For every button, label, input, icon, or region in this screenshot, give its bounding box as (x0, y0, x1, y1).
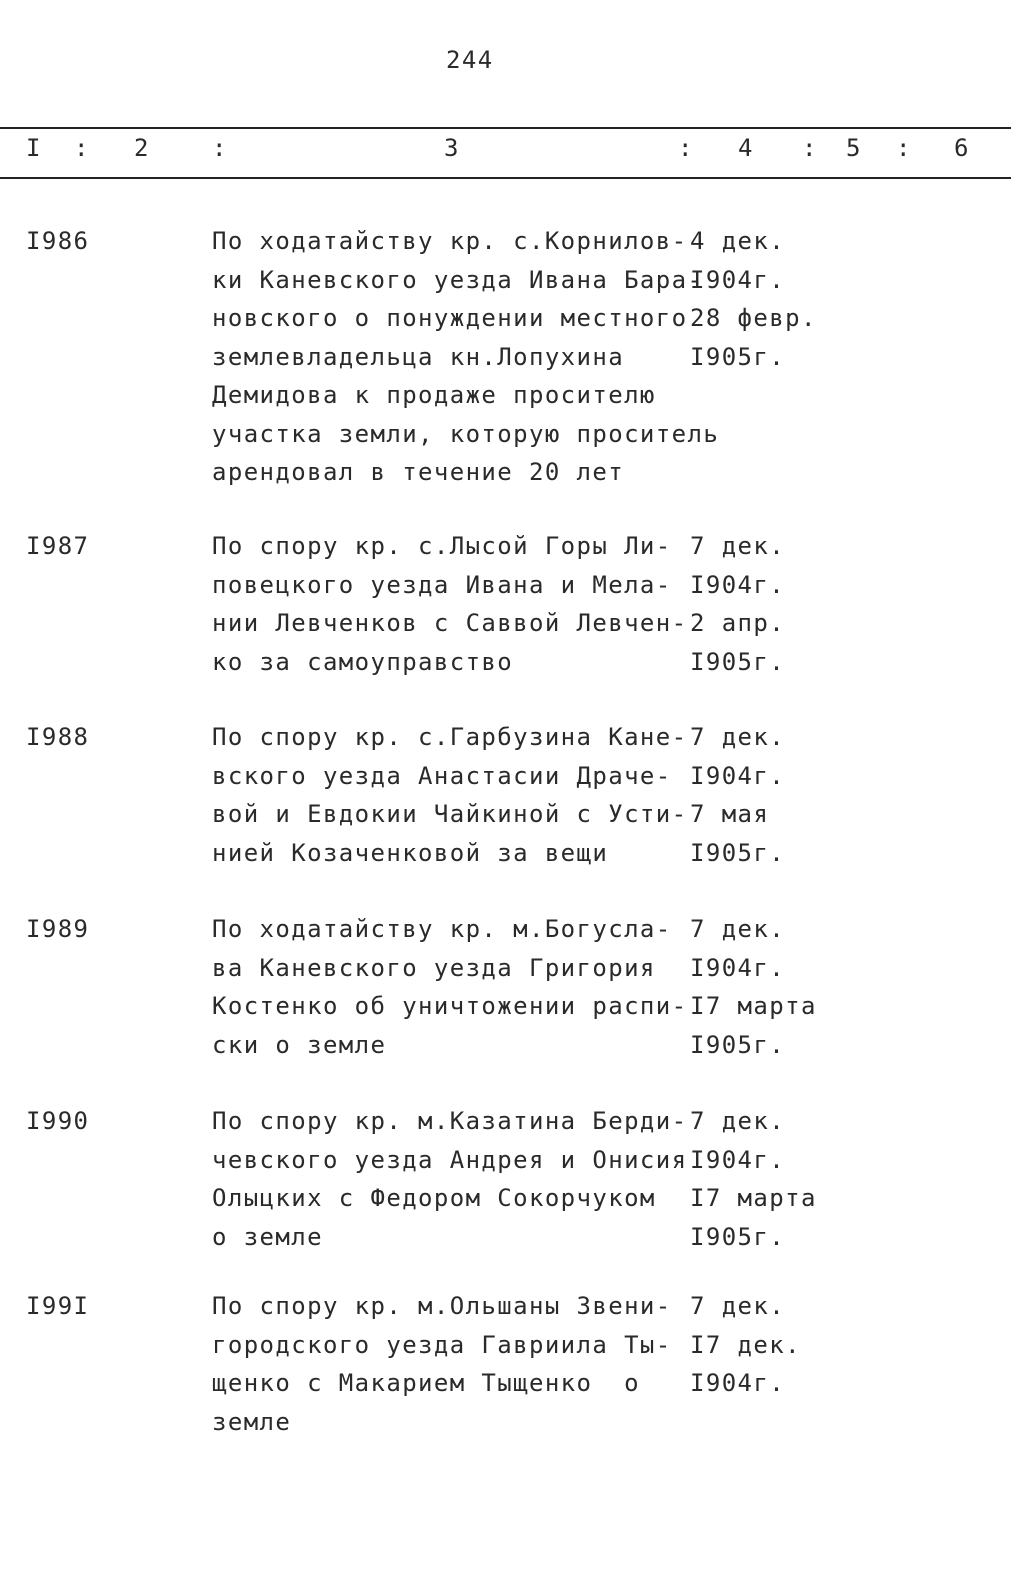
page-number: 244 (446, 46, 494, 74)
column-header: 3 (444, 134, 460, 162)
description-line: Демидова к продаже просителю (212, 381, 656, 409)
entry-description (212, 527, 687, 681)
entry-dates (690, 1287, 801, 1403)
date-line: I904г. (690, 953, 786, 982)
date-line: 7 дек. (690, 532, 786, 560)
date-line: I904г. (690, 265, 786, 294)
description-line: Олыцких с Федором Сокорчуком (212, 1184, 656, 1212)
date-line: 4 дек. (690, 227, 786, 255)
description-line: участка земли, которую проситель (212, 419, 720, 448)
description-line: ва Каневского уезда Григория (212, 953, 656, 982)
description-line: чевского уезда Андрея и Онисия (212, 1145, 688, 1174)
entry-dates (690, 527, 785, 681)
description-line: новского о понуждении местного (212, 304, 688, 332)
entry-description (212, 718, 687, 872)
description-line: вского уезда Анастасии Драче- (212, 761, 672, 790)
description-line: ки Каневского уезда Ивана Бара- (212, 265, 704, 294)
column-separator: : (678, 134, 694, 162)
date-line: I7 марта (690, 1184, 817, 1212)
date-line: I905г. (690, 838, 786, 867)
description-line: повецкого уезда Ивана и Мела- (212, 570, 672, 599)
description-line: вой и Евдокии Чайкиной с Усти- (212, 800, 688, 828)
description-line: нией Козаченковой за вещи (212, 838, 609, 867)
description-line: По спору кр. м.Ольшаны Звени- (212, 1292, 672, 1320)
date-line: I7 марта (690, 992, 817, 1020)
date-line: 7 дек. (690, 1107, 786, 1135)
description-line: По спору кр. с.Лысой Горы Ли- (212, 532, 672, 560)
column-header: 4 (738, 134, 754, 162)
entry-dates (690, 718, 785, 872)
date-line: I905г. (690, 1030, 786, 1059)
description-line: ски о земле (212, 1030, 387, 1059)
entry-dates (690, 910, 817, 1064)
description-line: По ходатайству кр. с.Корнилов- (212, 227, 688, 255)
entry-number: I990 (26, 1107, 90, 1135)
description-line: щенко с Макарием Тыщенко о (212, 1369, 640, 1397)
date-line: 7 мая (690, 800, 770, 828)
date-line: 28 февр. (690, 304, 817, 332)
description-line: По спору кр. м.Казатина Берди- (212, 1107, 688, 1135)
date-line: 7 дек. (690, 723, 786, 751)
description-line: о земле (212, 1222, 323, 1251)
header-top-rule (0, 127, 1011, 129)
description-line: Костенко об уничтожении распи- (212, 992, 688, 1020)
date-line: I905г. (690, 342, 786, 371)
description-line: городского уезда Гавриила Ты- (212, 1330, 672, 1359)
entry-dates (690, 222, 817, 376)
entry-number: I99I (26, 1292, 90, 1320)
entry-description (212, 1102, 687, 1256)
column-header: 2 (134, 134, 150, 162)
entry-number: I987 (26, 532, 90, 560)
description-line: арендовал в течение 20 лет (212, 458, 625, 486)
date-line: I905г. (690, 1222, 786, 1251)
column-separator: : (74, 134, 90, 162)
entry-description (212, 1287, 672, 1441)
description-line: По спору кр. с.Гарбузина Кане- (212, 723, 688, 751)
description-line: нии Левченков с Саввой Левчен- (212, 609, 688, 637)
column-header-row (0, 134, 1011, 174)
date-line: 7 дек. (690, 1292, 786, 1320)
description-line: ко за самоуправство (212, 647, 514, 676)
entry-dates (690, 1102, 817, 1256)
column-header: 6 (954, 134, 970, 162)
entry-number: I989 (26, 915, 90, 943)
column-separator: : (802, 134, 818, 162)
date-line: 7 дек. (690, 915, 786, 943)
entry-number: I988 (26, 723, 90, 751)
column-header: 5 (846, 134, 862, 162)
entry-description (212, 910, 687, 1064)
entry-number: I986 (26, 227, 90, 255)
description-line: землевладельца кн.Лопухина (212, 342, 625, 371)
column-separator: : (212, 134, 228, 162)
entry-description (212, 222, 719, 492)
description-line: По ходатайству кр. м.Богусла- (212, 915, 672, 943)
date-line: I904г. (690, 570, 786, 599)
date-line: I904г. (690, 1145, 786, 1174)
column-separator: : (896, 134, 912, 162)
column-header: I (26, 134, 42, 162)
description-line: земле (212, 1407, 292, 1436)
date-line: I7 дек. (690, 1330, 801, 1359)
date-line: I904г. (690, 1369, 786, 1397)
header-bottom-rule (0, 177, 1011, 179)
date-line: 2 апр. (690, 609, 786, 637)
date-line: I905г. (690, 647, 786, 676)
date-line: I904г. (690, 761, 786, 790)
